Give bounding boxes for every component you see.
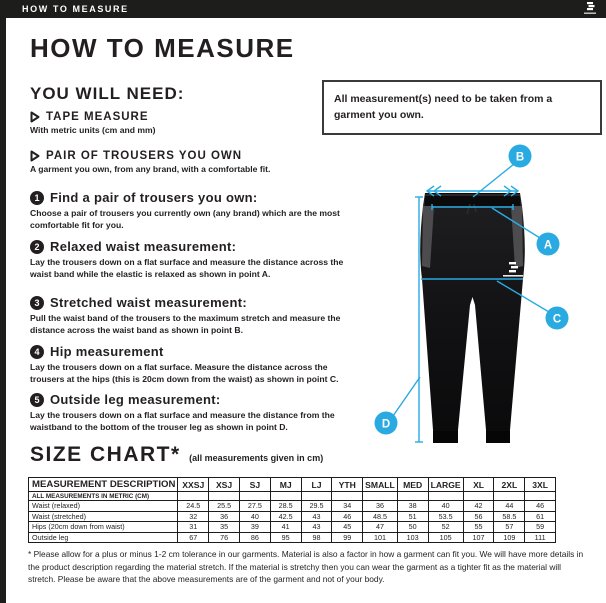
step-body: Lay the trousers down on a flat surface. Measure the distance across the trousers at the hips (this is 20cm down from the waist) as shown in point C.	[30, 362, 339, 385]
step-body: Lay the trousers down on a flat surface and measure the distance from the waistband to the bottom of the trouser leg as shown in point D.	[30, 410, 335, 433]
table-cell: 36	[209, 511, 240, 522]
table-cell-empty	[270, 492, 301, 501]
triangle-bullet-icon	[30, 111, 40, 123]
table-cell: 38	[397, 501, 428, 512]
step-2	[30, 239, 364, 280]
point-badge-D	[375, 412, 398, 435]
table-cell: 24.5	[178, 501, 209, 512]
table-header-cell: SJ	[239, 478, 270, 492]
table-cell: 40	[239, 511, 270, 522]
table-cell-empty	[363, 492, 398, 501]
step-title: Stretched waist measurement:	[50, 295, 247, 310]
table-header-cell: LJ	[301, 478, 332, 492]
table-cell: 105	[428, 532, 463, 543]
table-cell-empty	[209, 492, 240, 501]
table-header-cell: MED	[397, 478, 428, 492]
table-cell: 25.5	[209, 501, 240, 512]
table-row	[29, 501, 556, 512]
triangle-bullet-icon	[30, 150, 40, 162]
step-body: Pull the waist band of the trousers to the maximum stretch and measure the distance across the waist band as shown in point B.	[30, 313, 341, 336]
table-unit-row	[29, 492, 556, 501]
table-cell: 107	[463, 532, 494, 543]
row-label: Waist (relaxed)	[29, 501, 178, 512]
table-header-cell: 3XL	[525, 478, 556, 492]
step-4	[30, 344, 364, 385]
table-cell: 103	[397, 532, 428, 543]
need-item-tape-measure	[30, 111, 156, 135]
trousers-cuff-left	[433, 431, 458, 443]
table-header-cell: SMALL	[363, 478, 398, 492]
step-number-badge: 3	[30, 296, 44, 310]
surridge-logo-icon	[582, 1, 598, 17]
table-cell: 50	[397, 522, 428, 533]
table-cell: 58.5	[494, 511, 525, 522]
notice-box: All measurement(s) need to be taken from a garment you own.	[322, 80, 602, 135]
table-cell: 52	[428, 522, 463, 533]
table-cell: 47	[363, 522, 398, 533]
row-label: Hips (20cm down from waist)	[29, 522, 178, 533]
table-cell-empty	[428, 492, 463, 501]
point-badge-B	[509, 145, 532, 168]
table-cell-empty	[239, 492, 270, 501]
table-cell: 59	[525, 522, 556, 533]
table-header-cell: MEASUREMENT DESCRIPTION	[29, 478, 178, 492]
table-cell: 57	[494, 522, 525, 533]
table-cell: 98	[301, 532, 332, 543]
table-cell: 28.5	[270, 501, 301, 512]
table-cell-empty	[525, 492, 556, 501]
table-cell: 67	[178, 532, 209, 543]
table-cell: 48.5	[363, 511, 398, 522]
step-number-badge: 4	[30, 345, 44, 359]
trousers-silhouette	[420, 193, 525, 443]
table-cell: 61	[525, 511, 556, 522]
table-cell: 45	[332, 522, 363, 533]
table-cell: 39	[239, 522, 270, 533]
step-title: Outside leg measurement:	[50, 392, 221, 407]
svg-text:D: D	[381, 418, 391, 431]
table-cell: 43	[301, 522, 332, 533]
need-item-title: PAIR OF TROUSERS YOU OWN	[46, 150, 243, 162]
table-cell: 29.5	[301, 501, 332, 512]
top-bar-title: HOW TO MEASURE	[22, 4, 129, 14]
table-cell: 86	[239, 532, 270, 543]
point-badge-C	[546, 307, 569, 330]
table-cell: 42	[463, 501, 494, 512]
table-cell-empty	[178, 492, 209, 501]
step-title: Find a pair of trousers you own:	[50, 190, 258, 205]
page-title: HOW TO MEASURE	[30, 33, 295, 63]
size-chart-table	[28, 477, 556, 543]
footnote-text: * Please allow for a plus or minus 1-2 cm tolerance in our garments. Material is also a factor in how a garment can fit you. We will have more details in the product description regarding the material stretch. If the material is stretchy then you can wear the garment as a tighter fit as the material will stretch. Please be aware that the above measurements are of the garment and not of your body.	[28, 549, 584, 585]
table-cell: 40	[428, 501, 463, 512]
table-header-cell: XL	[463, 478, 494, 492]
step-body: Choose a pair of trousers you currently own (any brand) which are the most comfortable fit for you.	[30, 208, 340, 231]
table-cell: 111	[525, 532, 556, 543]
table-cell: 51	[397, 511, 428, 522]
trousers-cuff-right	[486, 431, 510, 443]
step-number-badge: 2	[30, 240, 44, 254]
table-cell: 109	[494, 532, 525, 543]
table-header-cell: MJ	[270, 478, 301, 492]
table-cell: 95	[270, 532, 301, 543]
table-header-cell: LARGE	[428, 478, 463, 492]
table-header-cell: 2XL	[494, 478, 525, 492]
connector-B	[473, 164, 514, 197]
table-cell: 42.5	[270, 511, 301, 522]
size-chart-heading	[30, 443, 323, 467]
need-item-description: A garment you own, from any brand, with a comfortable fit.	[30, 164, 271, 174]
connector-D	[393, 377, 420, 416]
you-will-need-heading: YOU WILL NEED:	[30, 84, 185, 103]
trousers-measurement-diagram	[370, 140, 606, 460]
step-number-badge: 1	[30, 191, 44, 205]
table-row	[29, 532, 556, 543]
table-cell: 46	[332, 511, 363, 522]
table-cell: 27.5	[239, 501, 270, 512]
table-cell-empty	[301, 492, 332, 501]
table-header-cell: XXSJ	[178, 478, 209, 492]
need-item-description: With metric units (cm and mm)	[30, 125, 156, 135]
need-item-title: TAPE MEASURE	[46, 111, 149, 123]
step-number-badge: 5	[30, 393, 44, 407]
table-cell: 41	[270, 522, 301, 533]
svg-text:B: B	[515, 151, 525, 164]
table-header-cell: YTH	[332, 478, 363, 492]
svg-text:C: C	[552, 313, 562, 326]
left-edge-bar	[0, 0, 6, 603]
table-cell: 55	[463, 522, 494, 533]
table-row	[29, 511, 556, 522]
table-cell: 31	[178, 522, 209, 533]
table-cell: 46	[525, 501, 556, 512]
size-chart-title: SIZE CHART*	[30, 443, 181, 466]
table-cell: 32	[178, 511, 209, 522]
step-5	[30, 392, 364, 433]
table-cell-empty	[463, 492, 494, 501]
step-body: Lay the trousers down on a flat surface and measure the distance across the waist band while the elastic is relaxed as shown in point A.	[30, 257, 344, 280]
table-cell-empty	[494, 492, 525, 501]
table-header-cell: XSJ	[209, 478, 240, 492]
table-cell-empty	[332, 492, 363, 501]
size-chart-subtitle: (all measurements given in cm)	[189, 453, 324, 463]
point-badge-A	[537, 233, 560, 256]
step-1	[30, 190, 364, 231]
table-cell: 43	[301, 511, 332, 522]
table-cell: 99	[332, 532, 363, 543]
table-cell: 56	[463, 511, 494, 522]
table-row	[29, 522, 556, 533]
table-header-row	[29, 478, 556, 492]
row-label: Outside leg	[29, 532, 178, 543]
svg-text:A: A	[543, 239, 553, 252]
table-cell: 76	[209, 532, 240, 543]
table-cell: 53.5	[428, 511, 463, 522]
table-cell: 34	[332, 501, 363, 512]
row-label: Waist (stretched)	[29, 511, 178, 522]
table-cell-empty	[397, 492, 428, 501]
step-title: Relaxed waist measurement:	[50, 239, 237, 254]
table-cell: 44	[494, 501, 525, 512]
step-title: Hip measurement	[50, 344, 164, 359]
step-3	[30, 295, 364, 336]
table-cell: 36	[363, 501, 398, 512]
table-cell: 35	[209, 522, 240, 533]
need-item-trousers	[30, 150, 270, 174]
unit-row-label: ALL MEASUREMENTS IN METRIC (CM)	[29, 492, 178, 501]
table-cell: 101	[363, 532, 398, 543]
top-header-bar	[0, 0, 606, 18]
